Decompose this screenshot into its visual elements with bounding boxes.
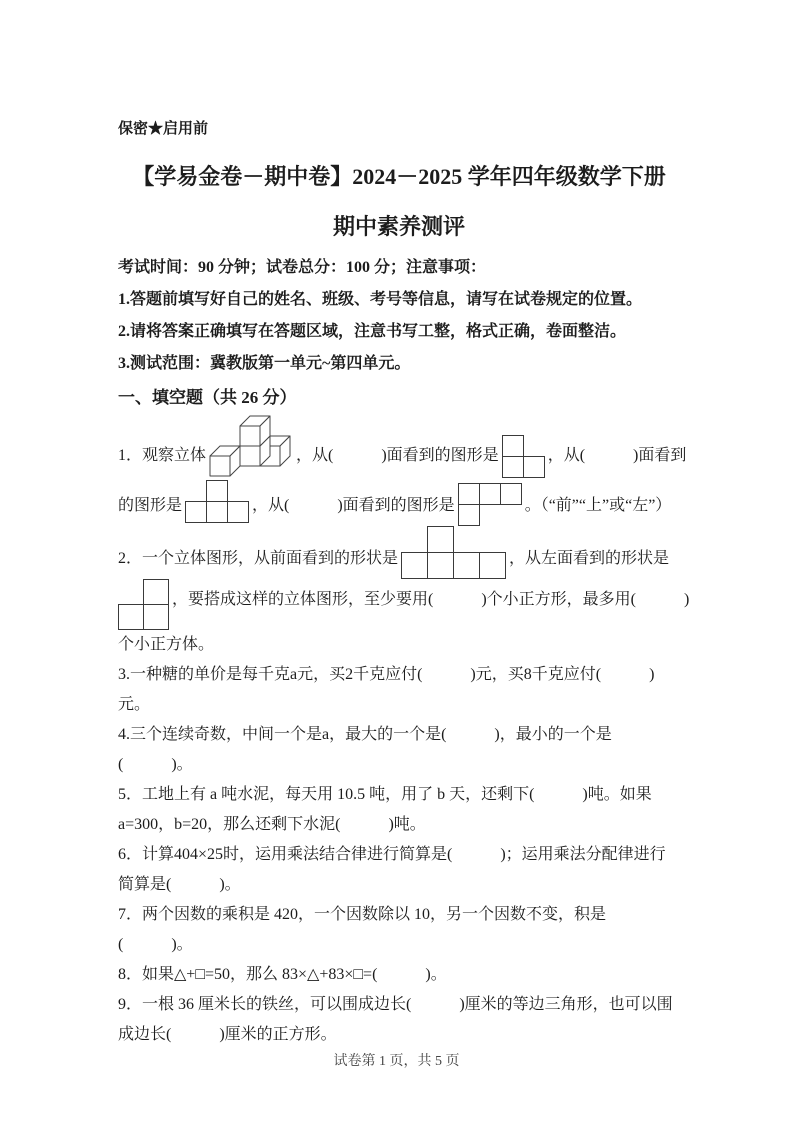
question-2-line-1 [118, 526, 680, 579]
q2-left-view-shape [118, 579, 169, 630]
question-7: 7．两个因数的乘积是 420，一个因数除以 10，另一个因数不变，积是( )。 [118, 906, 607, 953]
q1-text-1: 1．观察立体 [118, 447, 207, 464]
question-5: 5．工地上有 a 吨水泥，每天用 10.5 吨，用了 b 天，还剩下( )吨。如果 a=300，b=20，那么还剩下水泥( )吨。 [118, 786, 652, 833]
notice-item-2: 2.请将答案正确填写在答题区域，注意书写工整，格式正确，卷面整洁。 [118, 323, 627, 340]
q1-text-2: ，从( )面看到的图形是 [296, 447, 499, 464]
secrecy-label: 保密★启用前 [118, 121, 209, 137]
q1-text-4: 的图形是 [118, 497, 183, 514]
exam-title-line2: 期中素养测评 [332, 214, 465, 239]
q2-text-1: 2．一个立体图形，从前面看到的形状是 [118, 550, 399, 567]
notice-item-1: 1.答题前填写好自己的姓名、班级、考号等信息，请写在试卷规定的位置。 [118, 291, 643, 308]
q1-text-6: 。（“前”“上”或“左”） [524, 497, 672, 514]
q2-text-3: ，要搭成这样的立体图形，至少要用( )个小正方形，最多用( ) [172, 591, 690, 608]
q1-view-shape-a [502, 435, 545, 478]
exam-title [118, 152, 680, 252]
q1-text-3: ，从( )面看到 [547, 447, 687, 464]
question-6: 6．计算404×25时，运用乘法结合律进行简算是( )；运用乘法分配律进行简算是( )。 [118, 846, 666, 893]
q1-view-shape-c [458, 483, 522, 526]
q1-text-5: ，从( )面看到的图形是 [252, 497, 455, 514]
question-1-line-2 [118, 480, 680, 526]
question-8: 8．如果△+□=50，那么 83×△+83×□=( )。 [118, 966, 447, 983]
q2-front-view-shape [401, 526, 506, 579]
exam-title-line1: 【学易金卷－期中卷】2024－2025 学年四年级数学下册 [132, 164, 666, 189]
notice-duration: 考试时间：90 分钟；试卷总分：100 分；注意事项： [118, 259, 487, 276]
question-1 [118, 414, 687, 526]
cube-figure [208, 414, 294, 480]
section-1-heading: 一、填空题（共 26 分） [118, 388, 297, 407]
question-9: 9．一根 36 厘米长的铁丝，可以围成边长( )厘米的等边三角形，也可以围成边长( )厘米的正方形。 [118, 996, 673, 1043]
question-2-line-2 [118, 579, 690, 630]
exam-notice [118, 252, 680, 380]
q2-text-2: ，从左面看到的形状是 [509, 550, 670, 567]
question-4: 4.三个连续奇数，中间一个是a，最大的一个是( )，最小的一个是( )。 [118, 726, 612, 773]
page-content [118, 118, 690, 1050]
q1-view-shape-b [185, 480, 249, 523]
page-footer: 试卷第 1 页，共 5 页 [333, 1054, 460, 1069]
question-1-line-1 [118, 414, 687, 480]
q2-text-4: 个小正方体。 [118, 636, 215, 653]
question-2 [118, 526, 690, 660]
notice-item-3: 3.测试范围：冀教版第一单元~第四单元。 [118, 355, 411, 372]
question-3: 3.一种糖的单价是每千克a元，买2千克应付( )元，买8千克应付( )元。 [118, 666, 655, 713]
